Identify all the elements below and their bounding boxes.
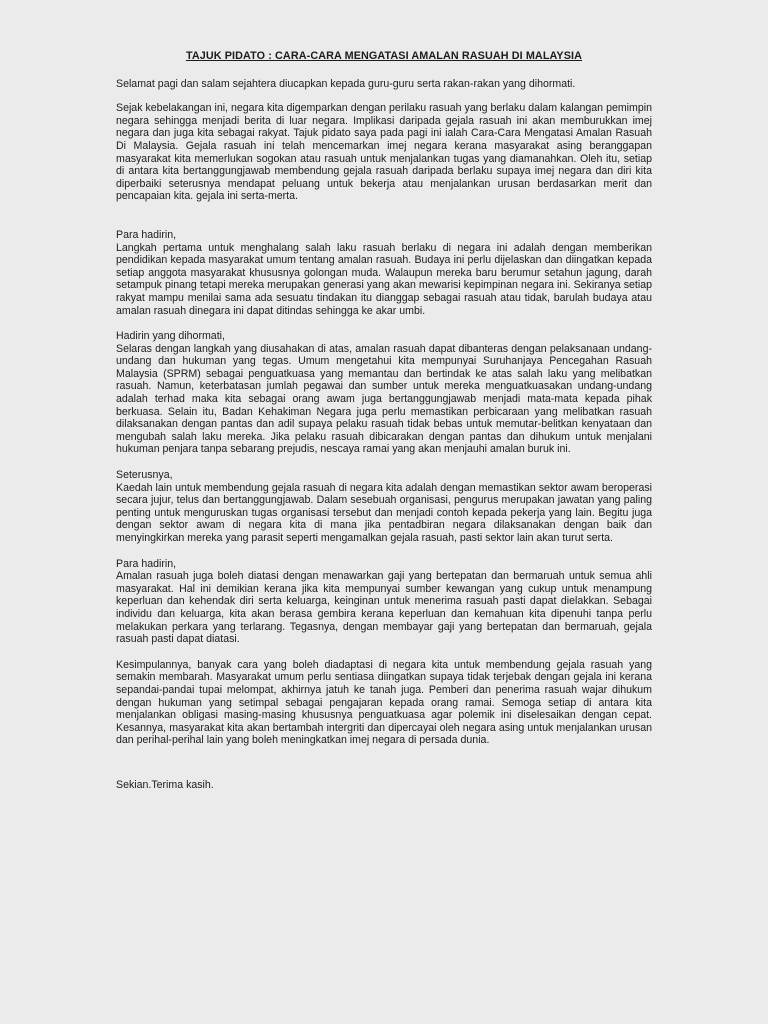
paragraph-education: [116, 229, 652, 317]
paragraph-introduction: [116, 102, 652, 203]
speech-title: TAJUK PIDATO : CARA-CARA MENGATASI AMALAN RASUAH DI MALAYSIA: [185, 50, 583, 62]
paragraph-text: Sejak kebelakangan ini, negara kita digemparkan dengan perilaku rasuah yang berlaku dalam kalangan pemimpin negara sehingga menjadi berita di luar negara. Implikasi daripada gejala rasuah ini akan memburukkan imej negara dan juga kita sebagai rakyat. Tajuk pidato saya pada pagi ini ialah Cara-Cara Mengatasi Amalan Rasuah Di Malaysia. Gejala rasuah ini telah mencemarkan imej negara kerana masyarakat asing beranggapan masyarakat kita memerlukan sogokan atau rasuah untuk menjalankan tugas yang diamanahkan. Oleh itu, setiap di antara kita bertanggungjawab membendung gejala rasuah daripada berlaku supaya imej negara dan diri kita diperbaiki seterusnya mendapat peluang untuk bekerja atau menjalankan urusan berdasarkan merit dan pencapaian kita. gejala ini serta-merta.: [116, 102, 652, 203]
paragraph-text: Selaras dengan langkah yang diusahakan di atas, amalan rasuah dapat dibanteras dengan pelaksanaan undang-undang dan hukuman yang tegas. Umum mengetahui kita mempunyai Suruhanjaya Pencegahan Rasuah Malaysia (SPRM) sebagai penguatkuasa yang memantau dan bertindak ke atas salah laku yang melibatkan rasuah. Namun, keterbatasan jumlah pegawai dan sumber untuk mereka menguatkuasakan undang-undang adalah terhad maka kita sebagai orang awam juga bertanggungjawab menjadi mata-mata kepada pihak berkuasa. Selain itu, Badan Kehakiman Negara juga perlu memastikan perbicaraan yang melibatkan rasuah dilaksanakan dengan pantas dan adil supaya pelaku rasuah tidak bebas untuk memutar-belitkan kenyataan dan mengubah salah laku mereka. Jika pelaku rasuah dibicarakan dengan pantas dan dihukum untuk menjalani hukuman penjara tanpa sebarang prejudis, nescaya ramai yang akan menjauhi amalan buruk ini.: [116, 342, 652, 456]
paragraph-label: Hadirin yang dihormati,: [116, 330, 225, 343]
paragraph-label: Para hadirin,: [116, 228, 177, 241]
paragraph-label: Seterusnya,: [116, 469, 173, 482]
paragraph-law-enforcement: [116, 330, 652, 456]
paragraph-public-sector: [116, 469, 652, 545]
closing-line: Sekian.Terima kasih.: [116, 778, 214, 791]
paragraph-label: Para hadirin,: [116, 557, 177, 570]
paragraph-text: Kaedah lain untuk membendung gejala rasuah di negara kita adalah dengan memastikan sektor awam beroperasi secara jujur, telus dan bertanggungjawab. Dalam sesebuah organisasi, pengurus merupakan jawatan yang paling penting untuk menguruskan tugas organisasi tersebut dan menjadi contoh kepada pekerja yang lain. Begitu juga dengan sektor awam di negara kita di mana jika pentadbiran negara dilaksanakan dengan baik dan menyingkirkan mereka yang parasit seperti mengamalkan gejala rasuah, pasti sektor lain akan turut serta.: [116, 481, 652, 544]
paragraph-conclusion: [116, 659, 652, 747]
paragraph-wages: [116, 558, 652, 646]
paragraph-text: Langkah pertama untuk menghalang salah laku rasuah berlaku di negara ini adalah dengan memberikan pendidikan kepada masyarakat umum tentang amalan rasuah. Budaya ini perlu dijelaskan dan diingatkan kepada setiap anggota masyarakat khususnya golongan muda. Walaupun mereka baru berumur setahun jagung, darah setampuk pinang tetapi mereka merupakan generasi yang akan mewarisi kepimpinan negara ini. Sekiranya setiap rakyat mampu menilai sama ada sesuatu tindakan itu dianggap sebagai rasuah atau tidak, barulah budaya atau amalan rasuah dinegara ini dapat ditindas sehingga ke akar umbi.: [116, 241, 652, 317]
paragraph-text: Amalan rasuah juga boleh diatasi dengan menawarkan gaji yang bertepatan dan bermaruah untuk semua ahli masyarakat. Hal ini demikian kerana jika kita mempunyai sumber kewangan yang cukup untuk menampung keperluan dan kehendak diri serta keluarga, keinginan untuk menerima rasuah pasti dapat dielakkan. Sebagai individu dan keluarga, kita akan berasa gembira kerana keperluan dan kemahuan kita dipenuhi tanpa perlu melakukan perkara yang terlarang. Tegasnya, dengan membayar gaji yang bertepatan dan bermaruah, gejala rasuah pasti dapat diatasi.: [116, 570, 652, 646]
greeting-paragraph: Selamat pagi dan salam sejahtera diucapkan kepada guru-guru serta rakan-rakan yang dihormati.: [116, 77, 576, 90]
document-body: [116, 50, 652, 792]
paragraph-text: Kesimpulannya, banyak cara yang boleh diadaptasi di negara kita untuk membendung gejala rasuah yang semakin membarah. Masyarakat umum perlu sentiasa diingatkan supaya tidak terjebak dengan gejala ini kerana sepandai-pandai tupai melompat, akhirnya jatuh ke tanah juga. Pemberi dan penerima rasuah wajar dihukum dengan hukuman yang setimpal sebagai pengajaran kepada orang ramai. Semoga setiap di antara kita menjalankan obligasi masing-masing khususnya penguatkuasa agar polemik ini diselesaikan dengan cepat. Kesannya, masyarakat kita akan bertambah intergriti dan dipercayai oleh negara asing untuk menjalankan urusan dan perihal-perihal lain yang boleh meningkatkan imej negara di persada dunia.: [116, 658, 652, 747]
